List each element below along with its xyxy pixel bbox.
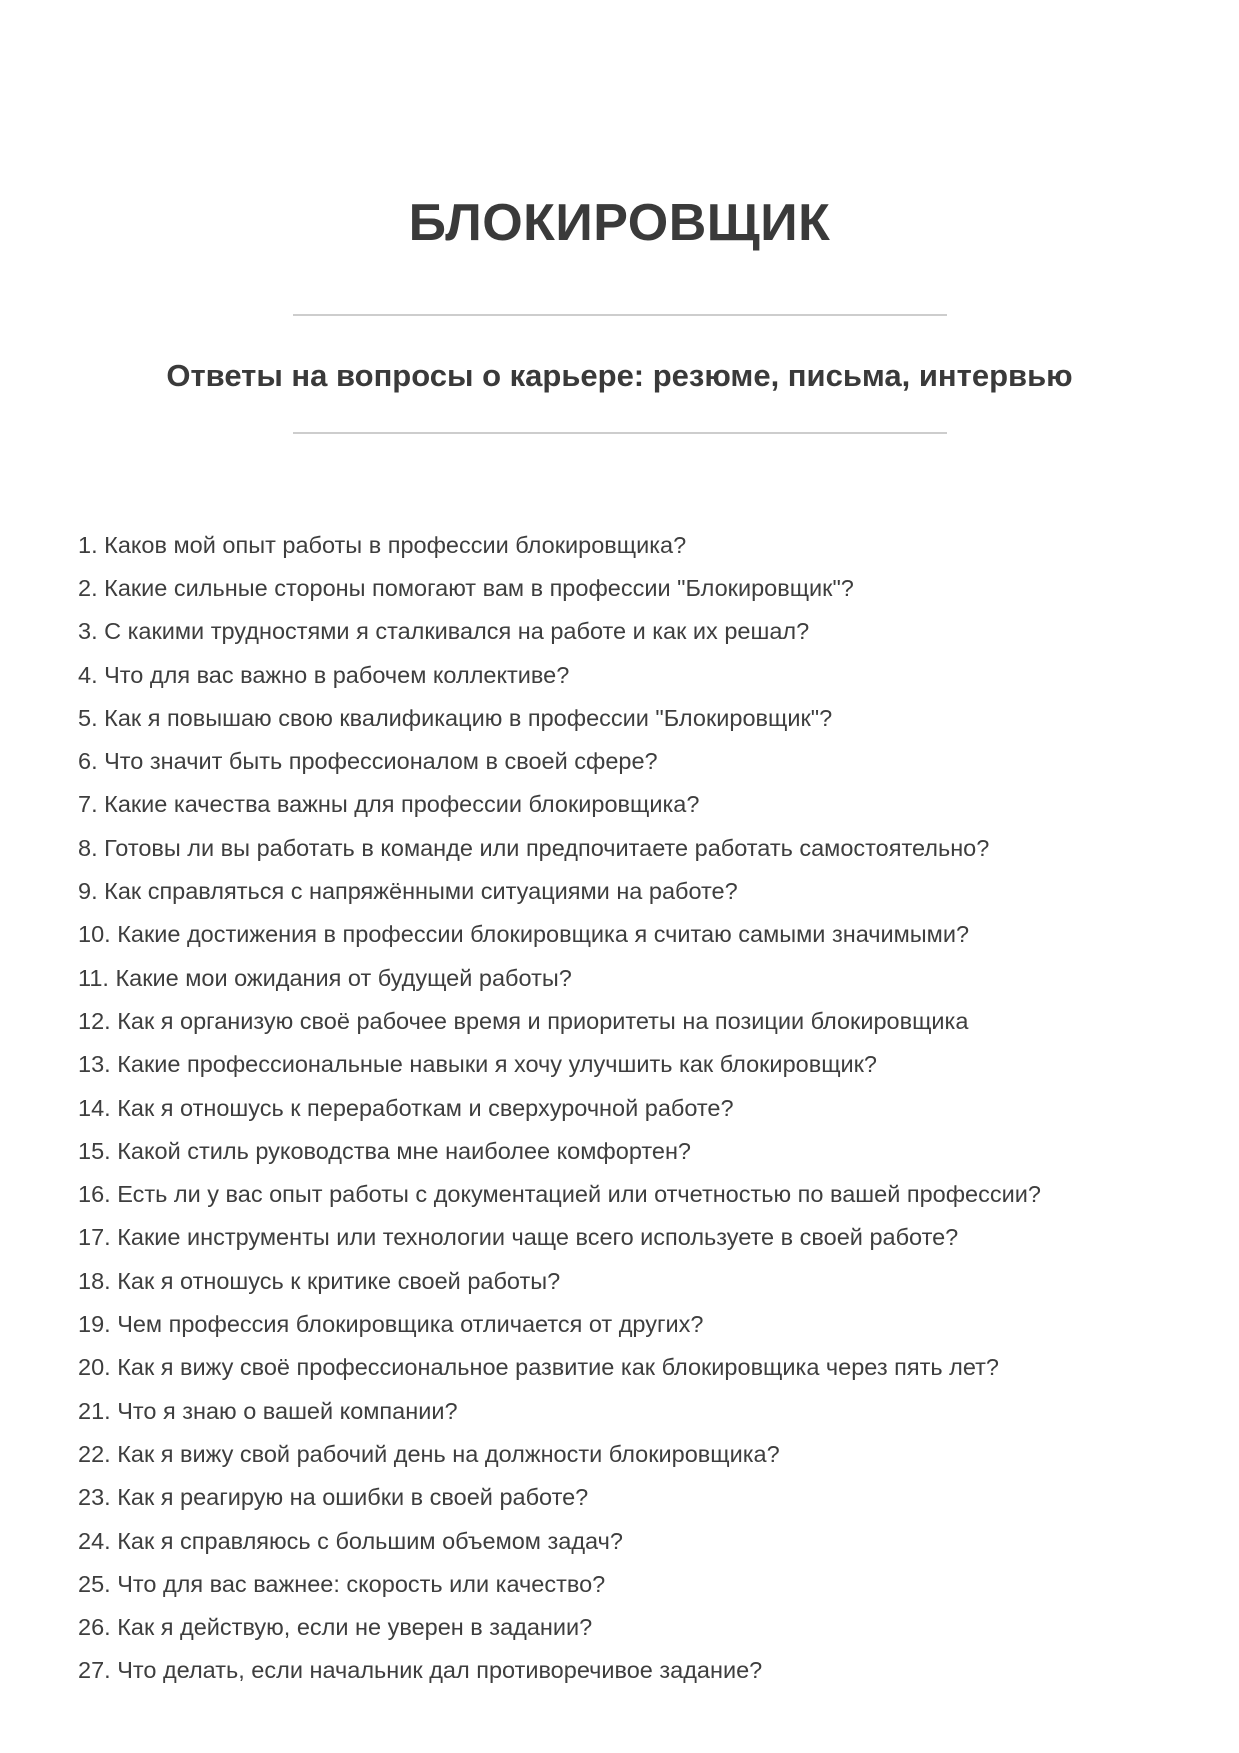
question-item: 17. Какие инструменты или технологии чаще всего используете в своей работе? [78,1224,959,1251]
document-header [0,0,1239,434]
question-item: 15. Какой стиль руководства мне наиболее комфортен? [78,1137,691,1164]
question-item: 4. Что для вас важно в рабочем коллективе? [78,661,570,688]
question-item: 19. Чем профессия блокировщика отличается от других? [78,1311,704,1338]
question-item: 20. Как я вижу своё профессиональное развитие как блокировщика через пять лет? [78,1354,999,1381]
question-item: 25. Что для вас важнее: скорость или качество? [78,1570,606,1597]
page-title: БЛОКИРОВЩИК [408,194,831,252]
question-item: 26. Как я действую, если не уверен в задании? [78,1614,593,1641]
divider [293,432,947,434]
question-item: 2. Какие сильные стороны помогают вам в профессии "Блокировщик"? [78,574,854,601]
question-item: 21. Что я знаю о вашей компании? [78,1397,458,1424]
question-item: 24. Как я справляюсь с большим объемом задач? [78,1527,623,1554]
question-item: 6. Что значит быть профессионалом в своей сфере? [78,748,658,775]
question-item: 11. Какие мои ожидания от будущей работы? [78,964,572,991]
questions-list [78,524,1199,1693]
question-item: 7. Какие качества важны для профессии блокировщика? [78,791,700,818]
question-item: 12. Как я организую своё рабочее время и приоритеты на позиции блокировщика [78,1007,969,1034]
question-item: 10. Какие достижения в профессии блокировщика я считаю самыми значимыми? [78,921,970,948]
question-item: 18. Как я отношусь к критике своей работы? [78,1267,561,1294]
divider [293,314,947,316]
question-item: 23. Как я реагирую на ошибки в своей работе? [78,1484,589,1511]
question-item: 5. Как я повышаю свою квалификацию в профессии "Блокировщик"? [78,704,833,731]
question-item: 3. С какими трудностями я сталкивался на работе и как их решал? [78,618,810,645]
question-item: 1. Каков мой опыт работы в профессии блокировщика? [78,531,687,558]
question-item: 22. Как я вижу свой рабочий день на должности блокировщика? [78,1440,780,1467]
question-item: 14. Как я отношусь к переработкам и сверхурочной работе? [78,1094,734,1121]
question-item: 27. Что делать, если начальник дал противоречивое задание? [78,1657,763,1684]
question-item: 9. Как справляться с напряжёнными ситуациями на работе? [78,878,738,905]
question-item: 16. Есть ли у вас опыт работы с документацией или отчетностью по вашей профессии? [78,1181,1041,1208]
page-subtitle: Ответы на вопросы о карьере: резюме, письма, интервью [166,358,1073,394]
question-item: 8. Готовы ли вы работать в команде или предпочитаете работать самостоятельно? [78,834,990,861]
question-item: 13. Какие профессиональные навыки я хочу улучшить как блокировщик? [78,1051,877,1078]
